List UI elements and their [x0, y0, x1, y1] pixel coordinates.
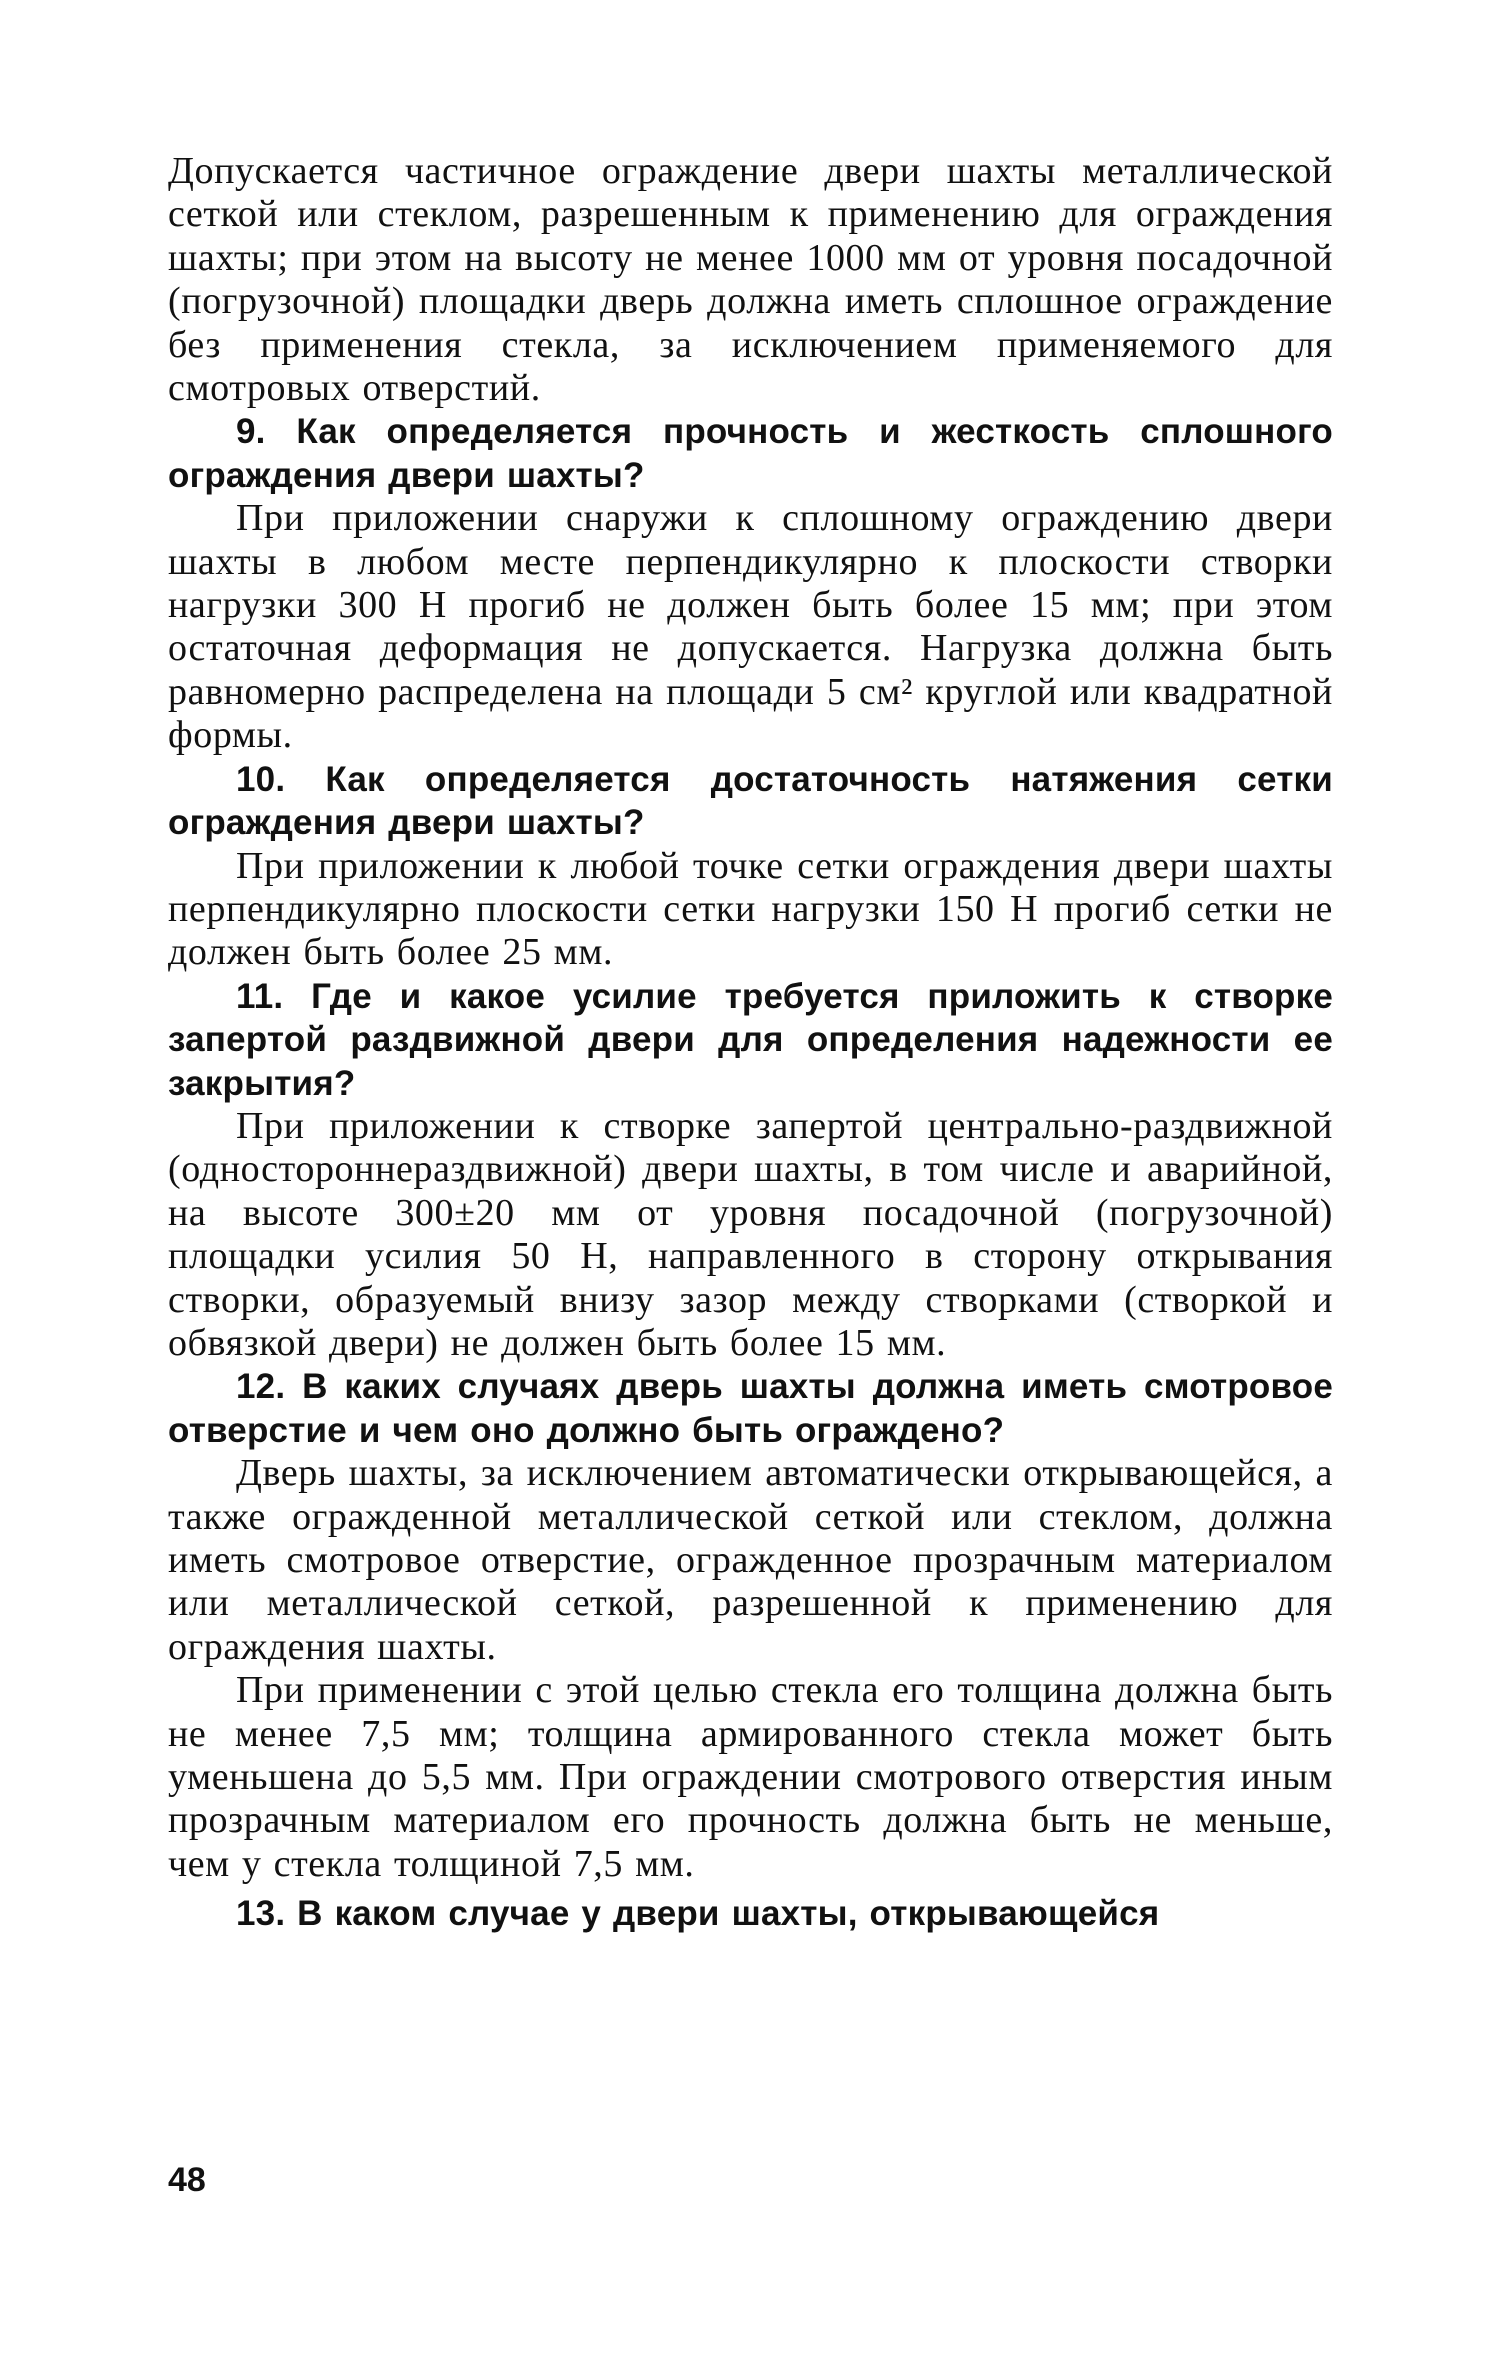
question-12-heading: 12. В каких случаях дверь шахты должна иметь смотровое отверстие и чем оно должно быть ограждено? [168, 1367, 1333, 1450]
answer-11-paragraph: При приложении к створке запертой центрально-раздвижной (одностороннераздвижной) двери шахты, в том числе и аварийной, на высоте 300±20 мм от уровня посадочной (погрузочной) площадки усилия 50 Н, направленного в сторону открывания створки, образуемый внизу зазор между створками (створкой и обвязкой двери) не должен быть более 15 мм. [168, 1104, 1333, 1364]
answer-9-paragraph: При приложении снаружи к сплошному ограждению двери шахты в любом месте перпендикулярно к плоскости створки нагрузки 300 Н прогиб не должен быть более 15 мм; при этом остаточная деформация не допускается. Нагрузка должна быть равномерно распределена на площади 5 см² круглой или квадратной формы. [168, 497, 1333, 757]
question-10-heading: 10. Как определяется достаточность натяжения сетки ограждения двери шахты? [168, 759, 1333, 843]
paragraph-partial-fencing: Допускается частичное ограждение двери шахты металлической сеткой или стеклом, разрешенным к применению для ограждения шахты; при этом на высоту не менее 1000 мм от уровня посадочной (погрузочной) площадки дверь должна иметь сплошное ограждение без применения стекла, за исключением применяемого для смотровых отверстий. [168, 150, 1333, 410]
answer-10-paragraph: При приложении к любой точке сетки ограждения двери шахты перпендикулярно плоскости сетки нагрузки 150 Н прогиб сетки не должен быть более 25 мм. [168, 844, 1333, 974]
question-13-heading: 13. В каком случае у двери шахты, открывающейся [236, 1894, 1160, 1934]
answer-12-paragraph-1: Дверь шахты, за исключением автоматически открывающейся, а также огражденной металлической сеткой или стеклом, должна иметь смотровое отверстие, огражденное прозрачным материалом или металлической сеткой, разрешенной к применению для ограждения шахты. [168, 1452, 1333, 1668]
question-9-heading: 9. Как определяется прочность и жесткость сплошного ограждения двери шахты? [168, 412, 1333, 495]
question-11-heading: 11. Где и какое усилие требуется приложить к створке запертой раздвижной двери для определения надежности ее закрытия? [168, 976, 1333, 1103]
answer-12-paragraph-2: При применении с этой целью стекла его толщина должна быть не менее 7,5 мм; толщина армированного стекла может быть уменьшена до 5,5 мм. При ограждении смотрового отверстия иным прозрачным материалом его прочность должна быть не меньше, чем у стекла толщиной 7,5 мм. [168, 1669, 1333, 1885]
page-text [168, 150, 1333, 1936]
page-number: 48 [168, 2161, 206, 2199]
